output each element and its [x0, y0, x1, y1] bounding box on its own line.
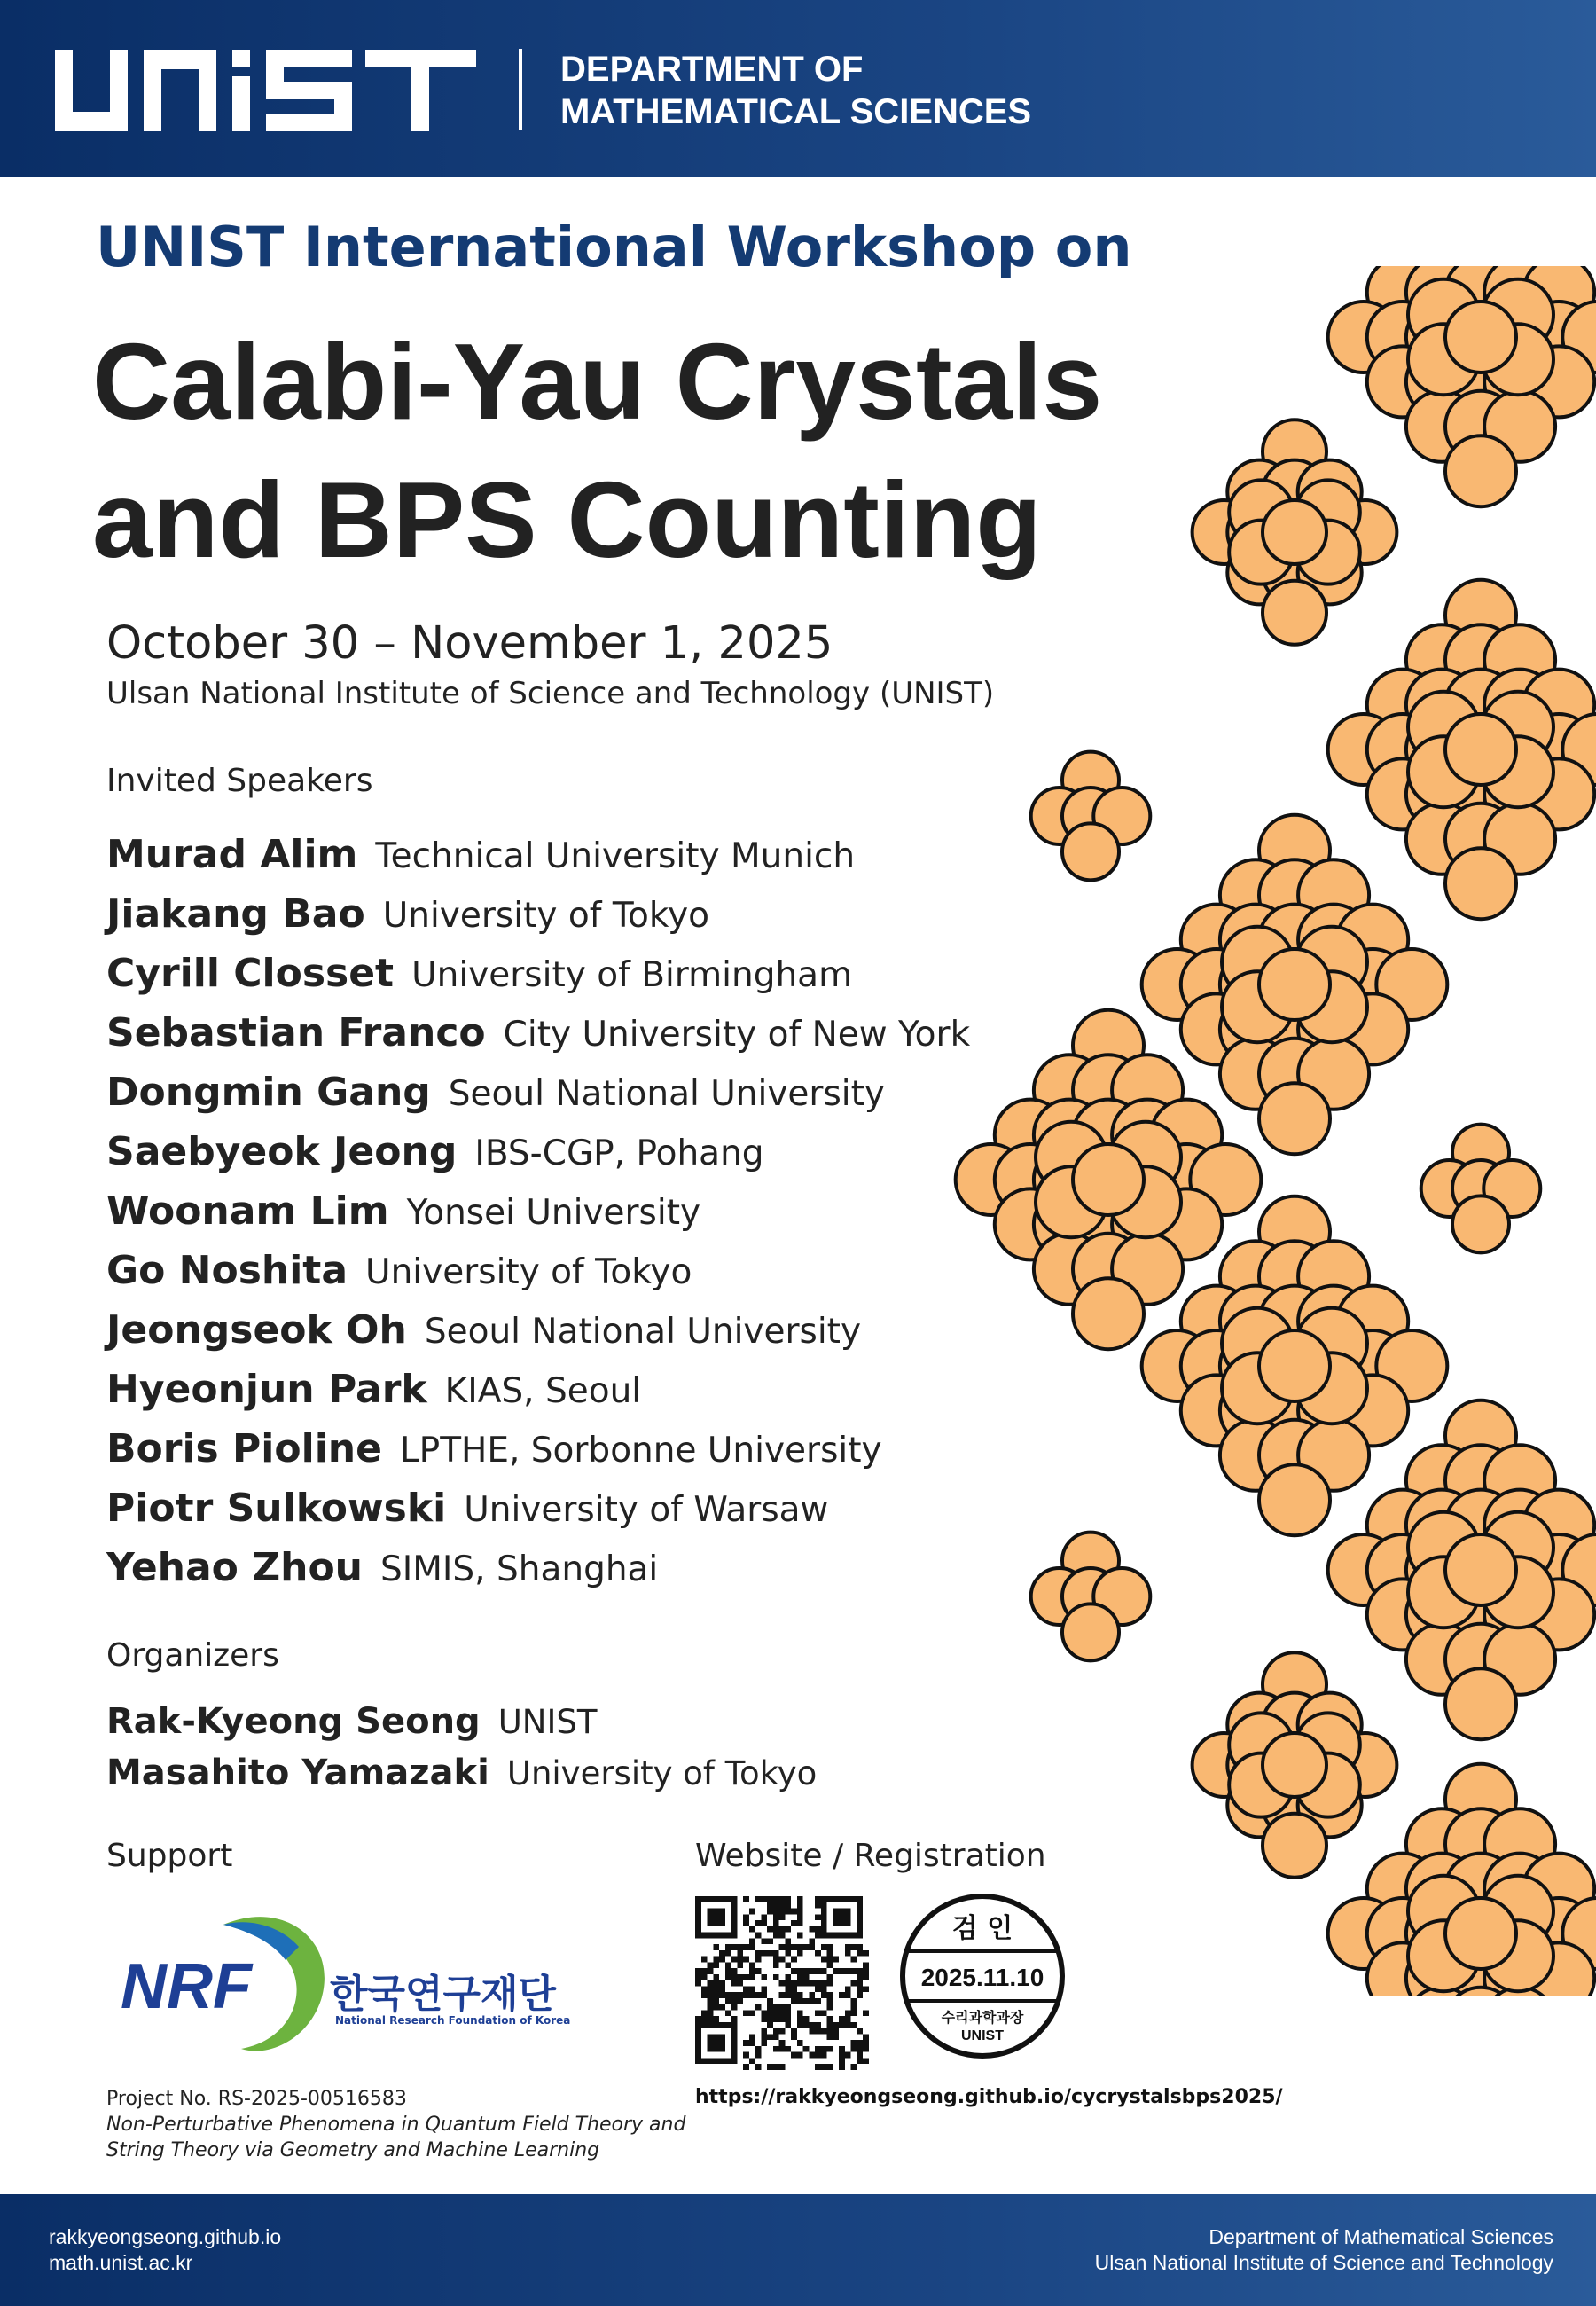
- organizer-list: [106, 1696, 817, 1799]
- speaker-name: Woonam Lim: [106, 1188, 389, 1234]
- organizer-name: Masahito Yamazaki: [106, 1753, 489, 1793]
- organizers-label: Organizers: [106, 1637, 279, 1674]
- speaker-row: [106, 1063, 970, 1122]
- footer-department: Department of Mathematical Sciences: [1209, 2225, 1553, 2248]
- footer-university: Ulsan National Institute of Science and Technology: [1094, 2251, 1553, 2274]
- project-info: [106, 2086, 685, 2163]
- organizer-name: Rak-Kyeong Seong: [106, 1701, 481, 1742]
- speaker-row: [106, 1122, 970, 1181]
- stamp-title: 검 인: [951, 1913, 1013, 1944]
- crystal-sphere: [1445, 302, 1516, 373]
- speaker-affiliation: LPTHE, Sorbonne University: [399, 1431, 882, 1471]
- nrf-logo-text: NRF: [121, 1951, 252, 2022]
- speaker-name: Sebastian Franco: [106, 1010, 486, 1055]
- footer-link-department[interactable]: math.unist.ac.kr: [49, 2251, 193, 2274]
- speaker-name: Go Noshita: [106, 1248, 348, 1293]
- speaker-name: Cyrill Closset: [106, 951, 395, 996]
- crystal-sphere: [1445, 1898, 1516, 1969]
- department-line-2: MATHEMATICAL SCIENCES: [560, 92, 1032, 131]
- organizer-row: [106, 1747, 817, 1799]
- stamp-date: 2025.11.10: [920, 1964, 1044, 1991]
- speaker-affiliation: University of Tokyo: [365, 1252, 692, 1292]
- crystal-sphere: [1445, 1668, 1516, 1739]
- project-number: Project No. RS-2025-00516583: [106, 2088, 407, 2110]
- speaker-row: [106, 1300, 970, 1360]
- speaker-name: Hyeonjun Park: [106, 1367, 427, 1412]
- crystal-sphere: [1452, 1196, 1509, 1252]
- crystal-sphere: [1445, 1534, 1516, 1605]
- crystal-sphere: [1259, 1464, 1330, 1535]
- speaker-affiliation: University of Birmingham: [411, 955, 853, 995]
- footer-banner: [0, 2194, 1596, 2306]
- crystal-sphere: [1259, 1330, 1330, 1401]
- speaker-row: [106, 1419, 970, 1479]
- crystal-sphere: [1263, 1814, 1326, 1878]
- header-divider: [519, 49, 522, 130]
- speaker-affiliation: City University of New York: [503, 1015, 971, 1055]
- speaker-affiliation: SIMIS, Shanghai: [380, 1549, 659, 1589]
- crystal-sphere: [1259, 1083, 1330, 1154]
- title-line-1: Calabi-Yau Crystals: [92, 321, 1103, 442]
- speaker-name: Jiakang Bao: [106, 891, 365, 937]
- organizer-row: [106, 1696, 817, 1747]
- footer-links: [49, 2224, 281, 2276]
- crystal-illustration: [931, 266, 1596, 1996]
- crystal-sphere: [1263, 1733, 1326, 1797]
- project-title-line-2: String Theory via Geometry and Machine Learning: [106, 2139, 600, 2161]
- speaker-row: [106, 1360, 970, 1419]
- speaker-row: [106, 1003, 970, 1063]
- crystal-sphere: [1062, 1604, 1119, 1660]
- organizer-affiliation: UNIST: [497, 1703, 598, 1741]
- speaker-affiliation: Technical University Munich: [375, 836, 856, 876]
- department-title: [560, 48, 1031, 133]
- website-label: Website / Registration: [695, 1838, 1046, 1874]
- qr-code[interactable]: [695, 1896, 869, 2070]
- crystal-sphere: [1445, 848, 1516, 919]
- speaker-name: Murad Alim: [106, 832, 358, 877]
- speaker-name: Boris Pioline: [106, 1426, 382, 1471]
- speaker-row: [106, 944, 970, 1003]
- crystal-sphere: [1073, 1144, 1144, 1215]
- crystal-sphere: [1259, 949, 1330, 1020]
- speaker-row: [106, 884, 970, 944]
- speaker-name: Jeongseok Oh: [106, 1307, 407, 1353]
- organizer-affiliation: University of Tokyo: [506, 1754, 818, 1792]
- speakers-label: Invited Speakers: [106, 763, 373, 799]
- speaker-affiliation: Seoul National University: [424, 1312, 862, 1352]
- speaker-name: Saebyeok Jeong: [106, 1129, 458, 1174]
- support-label: Support: [106, 1838, 233, 1874]
- speaker-list: [106, 825, 970, 1597]
- workshop-subtitle: UNIST International Workshop on: [96, 215, 1132, 279]
- speaker-row: [106, 1181, 970, 1241]
- unist-logo: [55, 50, 476, 131]
- speaker-affiliation: IBS-CGP, Pohang: [474, 1133, 764, 1173]
- department-line-1: DEPARTMENT OF: [560, 50, 864, 89]
- stamp-institution: UNIST: [961, 2028, 1004, 2043]
- title-line-2: and BPS Counting: [92, 459, 1042, 580]
- speaker-row: [106, 1538, 970, 1597]
- project-title-line-1: Non-Perturbative Phenomena in Quantum Field Theory and: [106, 2114, 686, 2136]
- website-url-link[interactable]: https://rakkyeongseong.github.io/cycrystalsbps2025/: [695, 2086, 1283, 2108]
- crystal-sphere: [1263, 500, 1326, 564]
- speaker-affiliation: KIAS, Seoul: [444, 1371, 642, 1411]
- header-banner: [0, 0, 1596, 177]
- footer-link-personal[interactable]: rakkyeongseong.github.io: [49, 2225, 282, 2248]
- speaker-row: [106, 1241, 970, 1300]
- nrf-english-name: National Research Foundation of Korea: [335, 2014, 571, 2027]
- crystal-sphere: [1445, 714, 1516, 785]
- speaker-affiliation: Yonsei University: [406, 1193, 701, 1233]
- speaker-row: [106, 1479, 970, 1538]
- speaker-affiliation: University of Warsaw: [464, 1490, 829, 1530]
- nrf-korean-name: 한국연구재단: [330, 1972, 557, 2017]
- speaker-row: [106, 825, 970, 884]
- crystal-sphere: [1073, 1278, 1144, 1349]
- crystal-sphere: [1062, 823, 1119, 880]
- stamp-department: 수리과학과장: [941, 2009, 1024, 2026]
- event-dates: October 30 – November 1, 2025: [106, 617, 833, 670]
- speaker-name: Yehao Zhou: [106, 1545, 364, 1590]
- speaker-name: Dongmin Gang: [106, 1070, 431, 1115]
- speaker-name: Piotr Sulkowski: [106, 1486, 447, 1531]
- speaker-affiliation: Seoul National University: [448, 1074, 885, 1114]
- event-venue: Ulsan National Institute of Science and Technology (UNIST): [106, 676, 995, 711]
- footer-institution: [1095, 2224, 1553, 2276]
- speaker-affiliation: University of Tokyo: [382, 896, 710, 936]
- crystal-sphere: [1263, 581, 1326, 645]
- crystal-sphere: [1445, 435, 1516, 506]
